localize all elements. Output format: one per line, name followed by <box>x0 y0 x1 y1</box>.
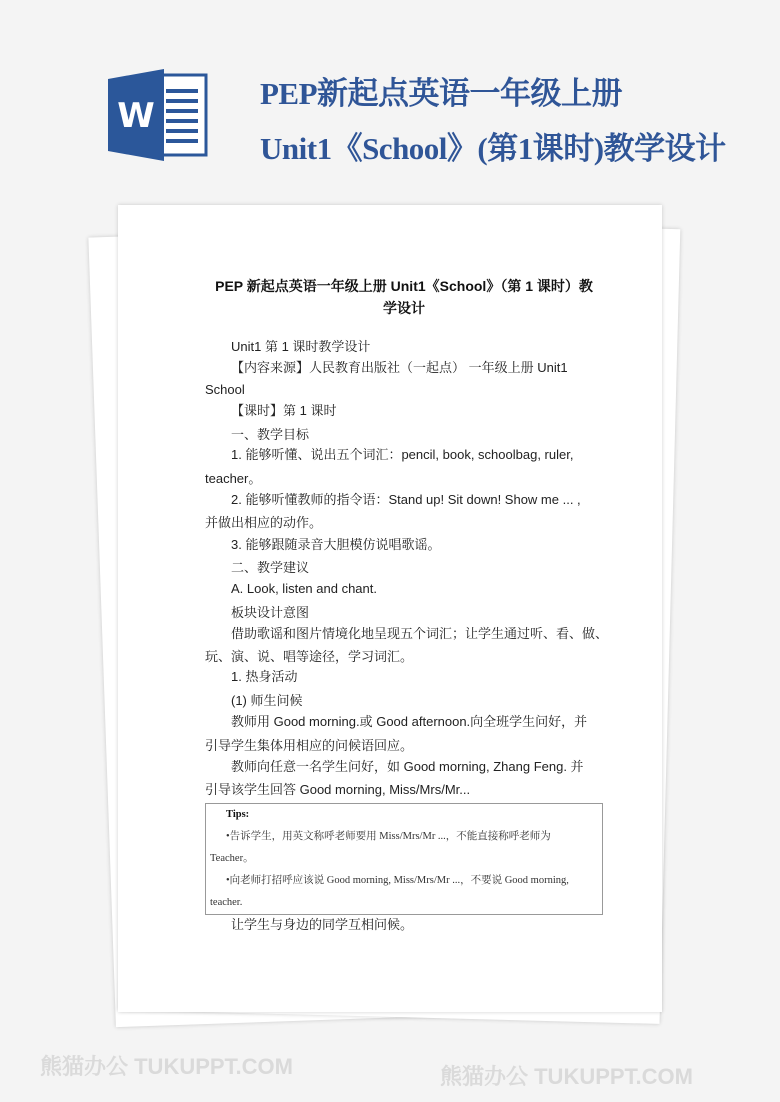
header-title-line2: Unit1《School》(第1课时)教学设计 <box>260 131 726 166</box>
doc-line: 板块设计意图 <box>231 605 310 620</box>
tips-line: teacher. <box>210 897 243 908</box>
doc-line: 1. 热身活动 <box>231 669 298 684</box>
doc-line: 二、教学建议 <box>231 560 310 575</box>
header-title-line1: PEP新起点英语一年级上册 <box>260 76 623 111</box>
doc-line: teacher。 <box>205 471 262 486</box>
tips-line: •告诉学生，用英文称呼老师要用 Miss/Mrs/Mr ...，不能直接称呼老师为 <box>226 831 551 842</box>
doc-line: 玩、演、说、唱等途径，学习词汇。 <box>205 649 414 664</box>
doc-line: 【内容来源】人民教育出版社（一起点） 一年级上册 Unit1 <box>231 360 568 375</box>
doc-line: 一、教学目标 <box>231 427 310 442</box>
doc-line: (1) 师生问候 <box>231 693 303 708</box>
watermark: 熊猫办公 TUKUPPT.COM <box>440 1064 694 1089</box>
tips-title: Tips: <box>226 809 250 820</box>
tips-line: •向老师打招呼应该说 Good morning, Miss/Mrs/Mr ...，不要说 Good morning, <box>226 875 569 886</box>
tips-box <box>205 803 603 915</box>
doc-line: 教师向任意一名学生问好，如 Good morning, Zhang Feng. 并 <box>231 759 584 774</box>
doc-line: Unit1 第 1 课时教学设计 <box>231 339 371 354</box>
doc-line: 引导该学生回答 Good morning, Miss/Mrs/Mr... <box>205 782 471 797</box>
word-icon <box>108 69 208 161</box>
doc-line: 借助歌谣和图片情境化地呈现五个词汇；让学生通过听、看、做、 <box>231 626 609 641</box>
doc-line: School <box>205 382 245 397</box>
doc-line: 【课时】第 1 课时 <box>231 403 337 418</box>
doc-line: 1. 能够听懂、说出五个词汇：pencil, book, schoolbag, ruler, <box>231 447 574 462</box>
doc-line: 让学生与身边的同学互相问候。 <box>231 917 414 932</box>
doc-title-line1: PEP 新起点英语一年级上册 Unit1《School》（第 1 课时）教 <box>215 278 593 294</box>
doc-line: 并做出相应的动作。 <box>205 515 323 530</box>
doc-line: A. Look, listen and chant. <box>231 581 377 596</box>
tips-line: Teacher。 <box>210 853 254 864</box>
doc-title-line2: 学设计 <box>383 300 425 316</box>
watermark: 熊猫办公 TUKUPPT.COM <box>40 1054 294 1079</box>
svg-text:W: W <box>117 96 155 136</box>
doc-line: 2. 能够听懂教师的指令语：Stand up! Sit down! Show me ... , <box>231 492 581 507</box>
doc-line: 3. 能够跟随录音大胆模仿说唱歌谣。 <box>231 537 441 552</box>
doc-line: 教师用 Good morning.或 Good afternoon.向全班学生问好，并 <box>231 714 588 729</box>
doc-line: 引导学生集体用相应的问候语回应。 <box>205 738 414 753</box>
